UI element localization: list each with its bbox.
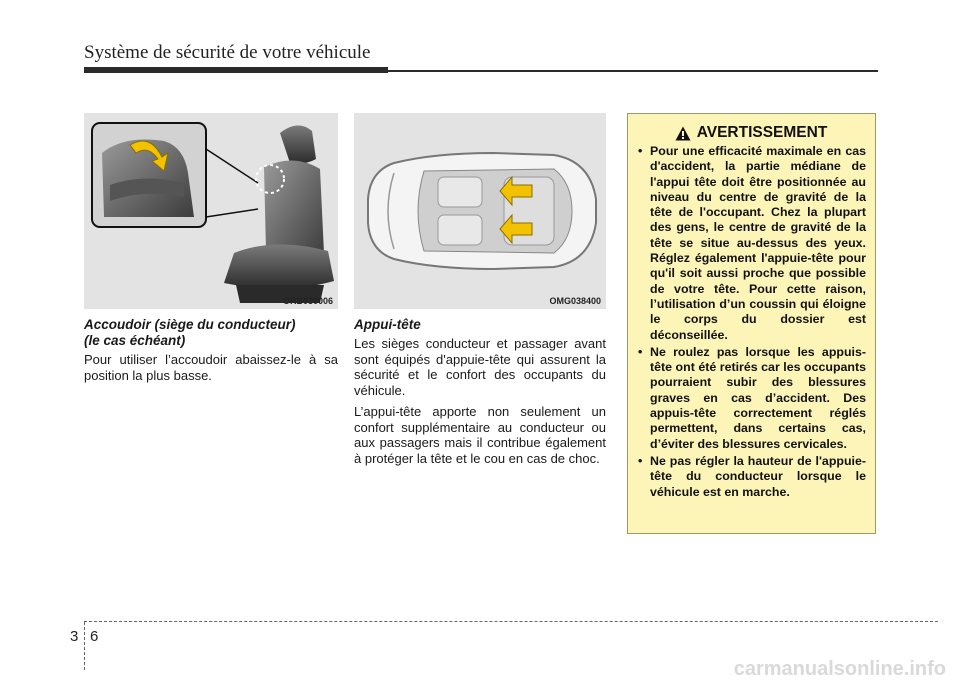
headrest-section	[354, 317, 606, 472]
headrest-paragraph-2: L’appui-tête apporte non seulement un confort supplémentaire au conducteur ou aux passagers mais il contribue également à protéger la tête et le cou en cas de choc.	[354, 404, 606, 466]
footer-rule	[84, 621, 938, 622]
warning-item: • Pour une efficacité maximale en cas d'accident, la partie médiane de l'appui tête doit être positionnée au niveau du centre de gravité de la tête de l'occupant. Chez la plupart des gens, le centre de gravité de la tête se situe au-dessus des yeux. Réglez également l'appuie-tête pour qu'il soit aussi proche que possible de votre tête. Pour cette raison, l’utilisation d’un coussin qui éloigne le corps du dossier est déconseillée.	[638, 144, 866, 342]
car-top-view-illustration	[354, 113, 606, 309]
warning-title: AVERTISSEMENT	[696, 124, 828, 141]
figure-code: ORB030006	[282, 296, 333, 306]
figure-code: OMG038400	[549, 296, 601, 306]
armrest-title: Accoudoir (siège du conducteur) (le cas échéant)	[84, 317, 296, 348]
headrest-paragraph-1: Les sièges conducteur et passager avant sont équipés d'appuie-tête qui assurent la sécurité et le confort des occupants du véhicule.	[354, 336, 606, 398]
warning-list	[636, 144, 866, 500]
warning-item: • Ne pas régler la hauteur de l'appuie-tête du conducteur lorsque le véhicule est en marche.	[638, 453, 866, 499]
armrest-figure	[84, 113, 338, 309]
footer-divider	[84, 622, 85, 670]
warning-box	[627, 113, 876, 534]
page-number: 6	[90, 628, 99, 645]
armrest-section	[84, 317, 338, 389]
headrest-title: Appui-tête	[354, 317, 421, 332]
headrest-figure	[354, 113, 606, 309]
section-number: 3	[70, 628, 79, 645]
armrest-paragraph: Pour utiliser l’accoudoir abaissez-le à sa position la plus basse.	[84, 352, 338, 383]
warning-triangle-icon	[675, 126, 691, 141]
header-rule	[388, 70, 878, 72]
warning-header	[636, 124, 866, 142]
warning-item: • Ne roulez pas lorsque les appuis-tête ont été retirés car les occupants pourraient subir des blessures graves en cas d’accident. Des appuis-tête correctement réglés permettent, dans certains cas, d’éviter des blessures cervicales.	[638, 344, 866, 451]
header-bar	[84, 67, 388, 73]
watermark: carmanualsonline.info	[733, 658, 946, 680]
header-title: Système de sécurité de votre véhicule	[84, 42, 371, 63]
armrest-illustration	[84, 113, 338, 309]
